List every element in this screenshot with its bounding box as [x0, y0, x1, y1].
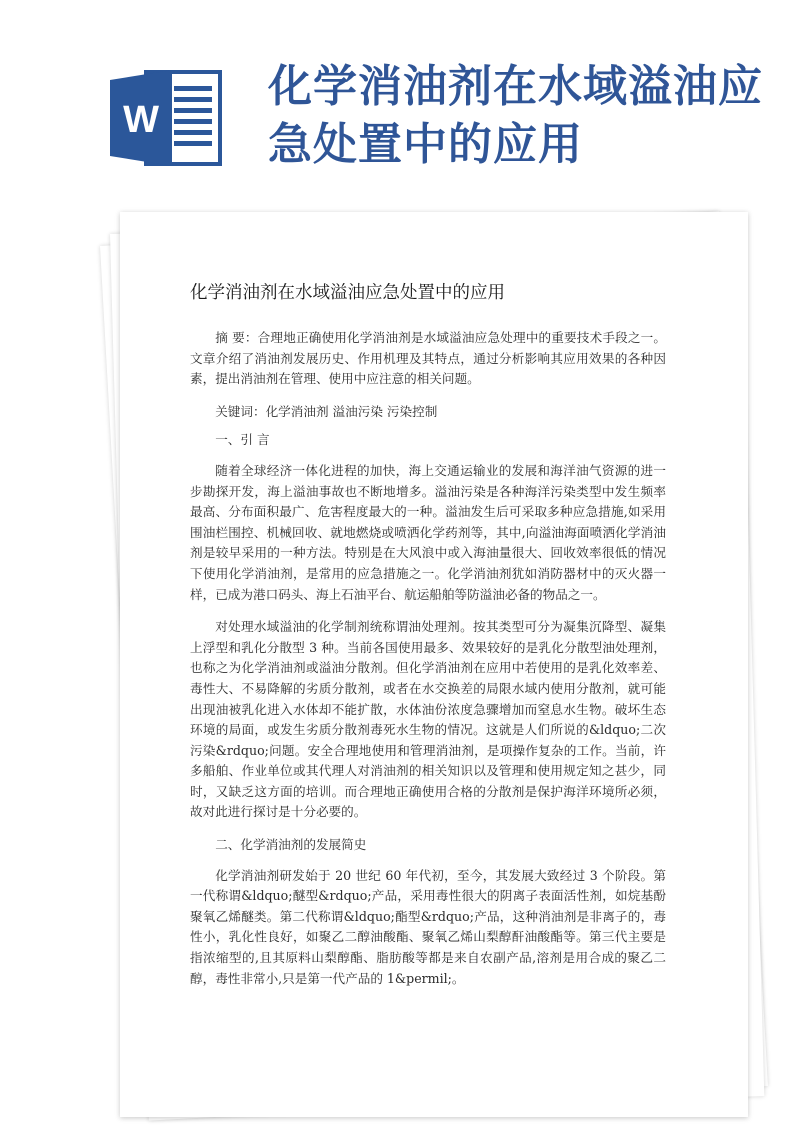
- paragraph: 化学消油剂研发始于 20 世纪 60 年代初，至今，其发展大致经过 3 个阶段。第一代称谓&ldquo;醚型&rdquo;产品，采用毒性很大的阴离子表面活性剂，如烷基酚聚氧乙烯醚类。第二代称谓&ldquo;酯型&rdquo;产品，这种消油剂是非离子的，毒性小，乳化性良好，如聚乙二醇油酸酯、聚氧乙烯山梨醇酐油酸酯等。第三代主要是指浓缩型的,且其原料山梨醇酯、脂肪酸等都是来自农副产品,溶剂是用合成的聚乙二醇，毒性非常小,只是第一代产品的 1&permil;。: [190, 867, 666, 986]
- section-heading-history: 二、化学消油剂的发展简史: [215, 837, 367, 853]
- keywords: 关键词：化学消油剂 溢油污染 污染控制: [215, 403, 438, 419]
- abstract: 摘 要：合理地正确使用化学消油剂是水域溢油应急处理中的重要技术手段之一。文章介绍了消油剂发展历史、作用机理及其特点，通过分析影响其应用效果的各种因素，提出消油剂在管理、使用中应注意的相关问题。: [190, 330, 666, 387]
- paragraph: 随着全球经济一体化进程的加快，海上交通运输业的发展和海洋油气资源的进一步勘探开发，海上溢油事故也不断地增多。溢油污染是各种海洋污染类型中发生频率最高、分布面积最广、危害程度最大的一种。溢油发生后可采取多种应急措施,如采用围油栏围控、机械回收、就地燃烧或喷洒化学药剂等，其中,向溢油海面喷洒化学消油剂是较早采用的一种方法。特别是在大风浪中或入海油量很大、回收效率很低的情况下使用化学消油剂，是常用的应急措施之一。化学消油剂犹如消防器材中的灭火器一样，已成为港口码头、海上石油平台、航运船舶等防溢油必备的物品之一。: [190, 462, 666, 602]
- document-body: [190, 280, 666, 1001]
- word-icon: [108, 66, 226, 170]
- paragraph: 对处理水域溢油的化学制剂统称谓油处理剂。按其类型可分为凝集沉降型、凝集上浮型和乳化分散型 3 种。当前各国使用最多、效果较好的是乳化分散型油处理剂，也称之为化学消油剂或溢油分散剂。但化学消油剂在应用中若使用的是乳化效率差、毒性大、不易降解的劣质分散剂，或者在水交换差的局限水域内使用分散剂，就可能出现油被乳化进入水体却不能扩散，水体油份浓度急骤增加而窒息水生物。破坏生态环境的局面，或发生劣质分散剂毒死水生物的情况。这就是人们所说的&ldquo;二次污染&rdquo;问题。安全合理地使用和管理消油剂，是项操作复杂的工作。当前，许多船舶、作业单位或其代理人对消油剂的相关知识以及管理和使用规定知之甚少，同时，又缺乏这方面的培训。而合理地正确使用合格的分散剂是保护海洋环境所必须，故对此进行探讨是十分必要的。: [190, 619, 666, 820]
- section-heading-introduction: 一、引 言: [215, 432, 270, 448]
- banner-title: 化学消油剂在水域溢油应急处置中的应用: [268, 61, 763, 170]
- document-title: 化学消油剂在水域溢油应急处置中的应用: [190, 283, 505, 303]
- svg-text:W: W: [123, 99, 159, 141]
